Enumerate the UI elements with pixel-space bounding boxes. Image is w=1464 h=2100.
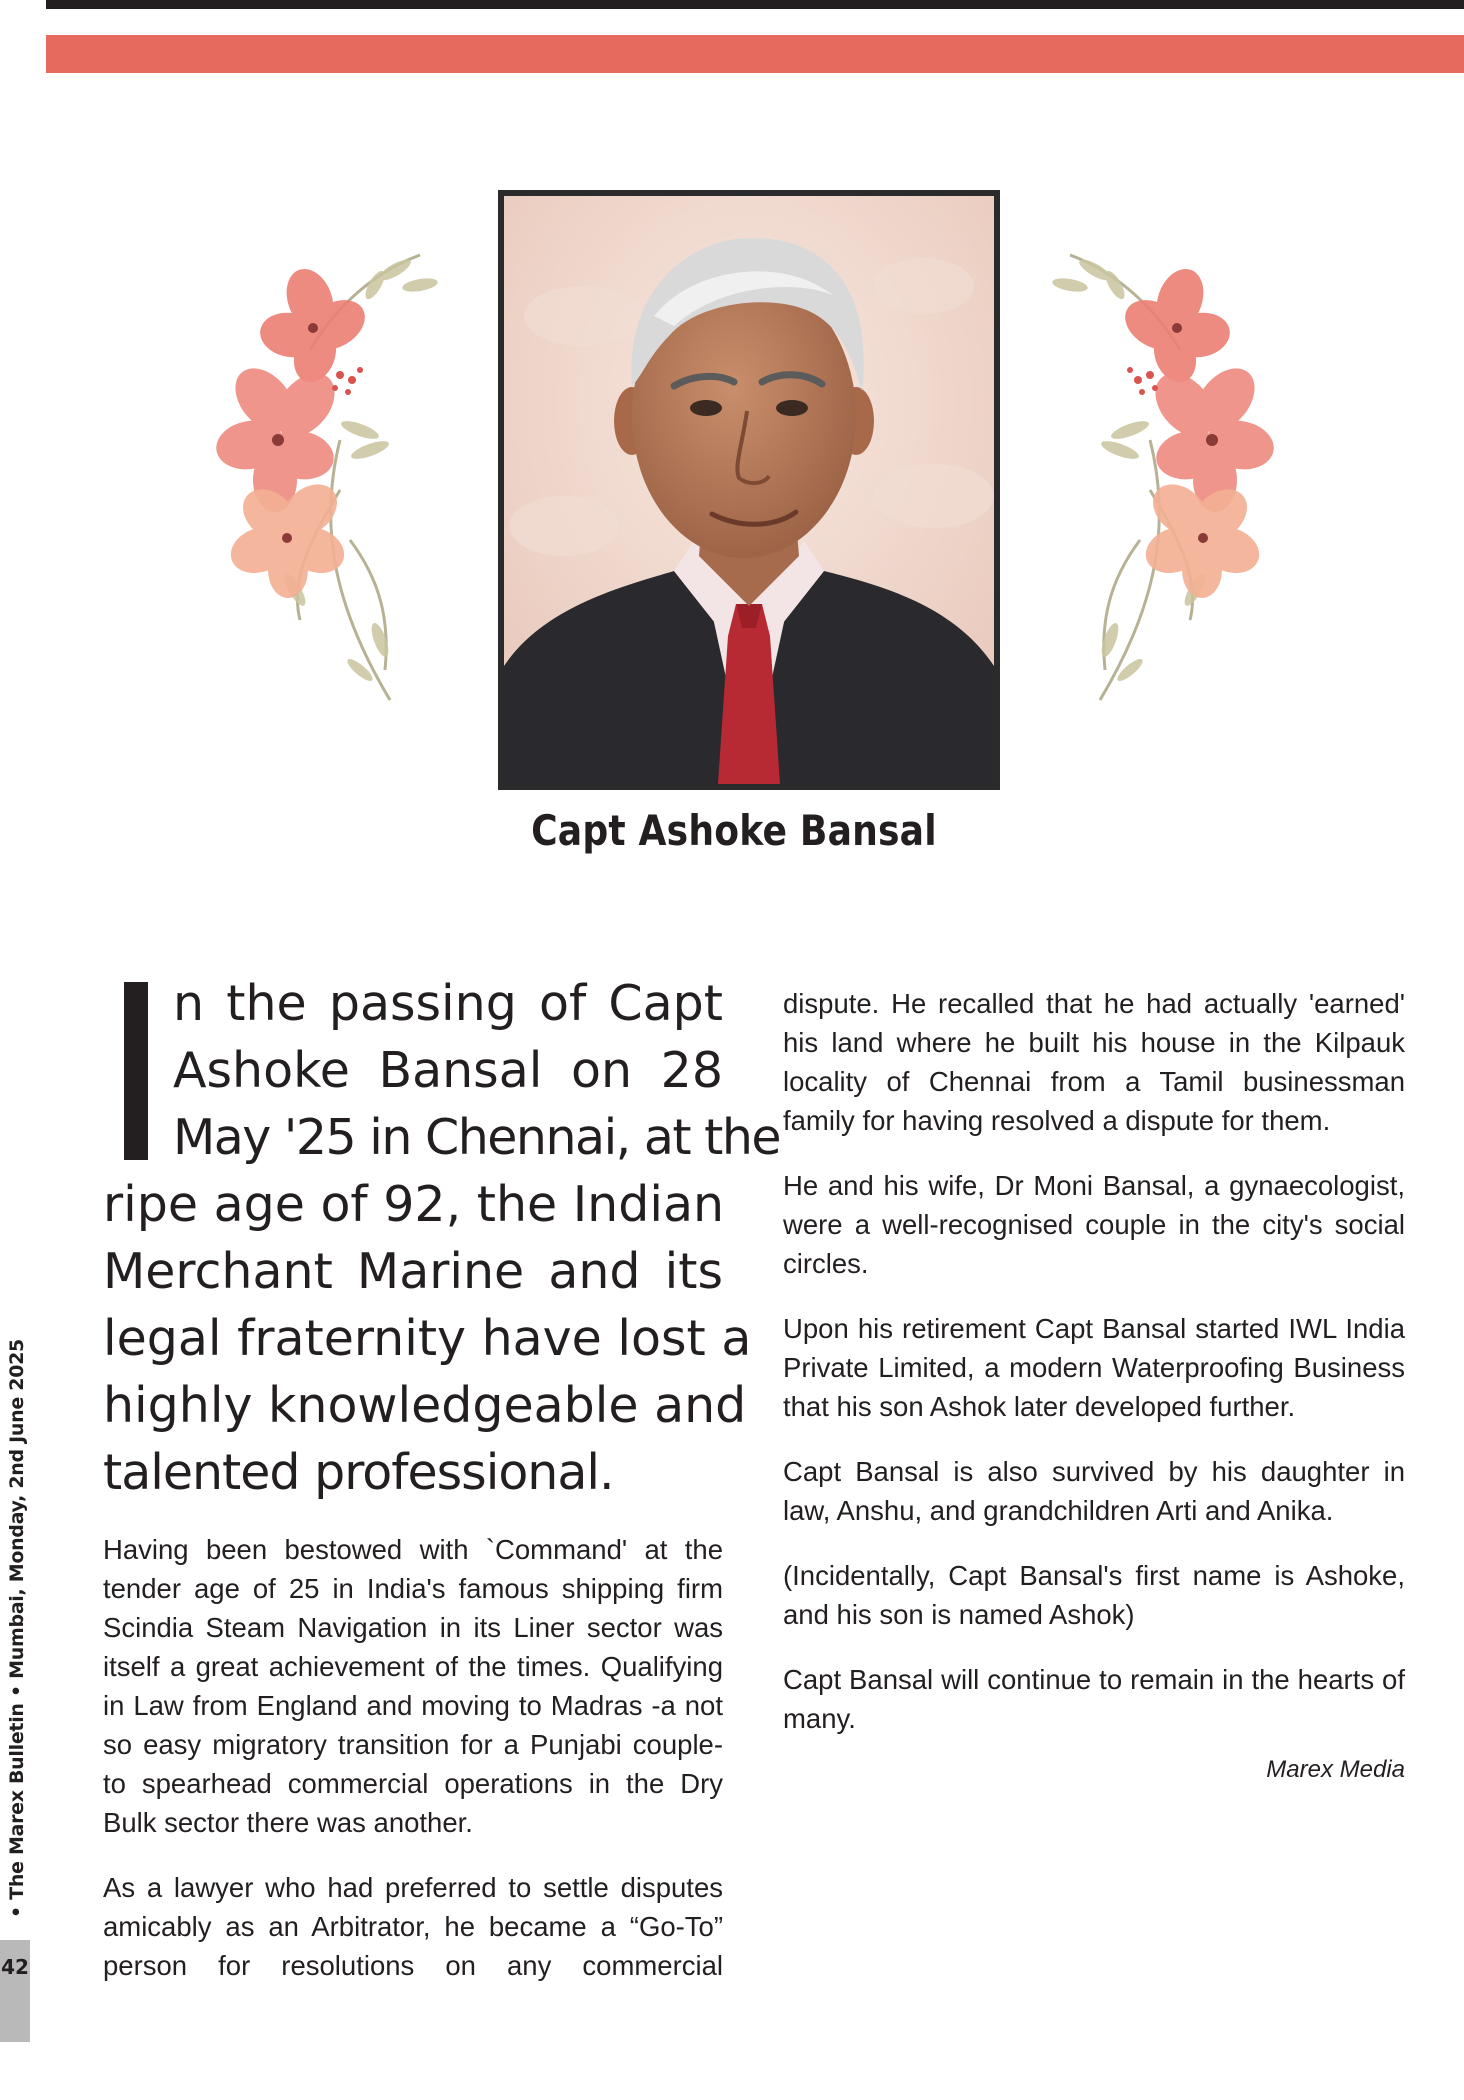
lead-line: legal fraternity have lost a (103, 1310, 752, 1367)
body-paragraph: Capt Bansal will continue to remain in the hearts of many. (783, 1664, 1405, 1734)
author-credit: Marex Media (1266, 1756, 1405, 1783)
lead-line: Merchant Marine and its (103, 1243, 723, 1300)
article-column-right (783, 984, 1405, 1784)
lead-line: n the passing of Capt (173, 975, 723, 1032)
body-paragraph: (Incidentally, Capt Bansal's first name is Ashoke, and his son is named Ashok) (783, 1560, 1405, 1630)
body-paragraph: Upon his retirement Capt Bansal started IWL India Private Limited, a modern Waterproofing Business that his son Ashok later developed further. (783, 1313, 1405, 1422)
lead-line: talented professional. (103, 1444, 614, 1501)
lead-line: highly knowledgeable and (103, 1377, 747, 1434)
body-paragraph: Having been bestowed with `Command' at the tender age of 25 in India's famous shipping firm Scindia Steam Navigation in its Liner sector was itself a great achievement of the times. Qualifying in Law from England and moving to Madras -a not so easy migratory transition for a Punjabi couple- to spearhead commercial operations in the Dry Bulk sector there was another. (103, 1534, 723, 1838)
floral-decoration-left (190, 240, 450, 710)
lead-line: May '25 in Chennai, at the (173, 1109, 781, 1166)
article-column-left (103, 975, 781, 2011)
body-paragraph: He and his wife, Dr Moni Bansal, a gynaecologist, were a well-recognised couple in the city's social circles. (783, 1170, 1405, 1279)
portrait-photo (498, 190, 1000, 790)
drop-cap-i (124, 982, 148, 1160)
person-name: Capt Ashoke Bansal (531, 806, 937, 855)
body-paragraph: Capt Bansal is also survived by his daughter in law, Anshu, and grandchildren Arti and Anika. (783, 1456, 1405, 1526)
body-paragraph: As a lawyer who had preferred to settle disputes amicably as an Arbitrator, he became a “Go-To” person for resolutions on any commercial (103, 1872, 723, 1981)
lead-line: ripe age of 92, the Indian (103, 1176, 725, 1233)
floral-decoration-right (1040, 240, 1300, 710)
lead-paragraph (103, 975, 781, 1502)
top-rule (46, 0, 1464, 9)
accent-band (46, 35, 1464, 73)
page-number: 42 (1, 1955, 29, 1979)
running-footer: • The Marex Bulletin • Mumbai, Monday, 2nd June 2025 (6, 1339, 28, 1918)
lead-line: Ashoke Bansal on 28 (173, 1042, 723, 1099)
body-paragraph: dispute. He recalled that he had actually 'earned' his land where he built his house in the Kilpauk locality of Chennai from a Tamil businessman family for having resolved a dispute for them. (783, 988, 1405, 1136)
